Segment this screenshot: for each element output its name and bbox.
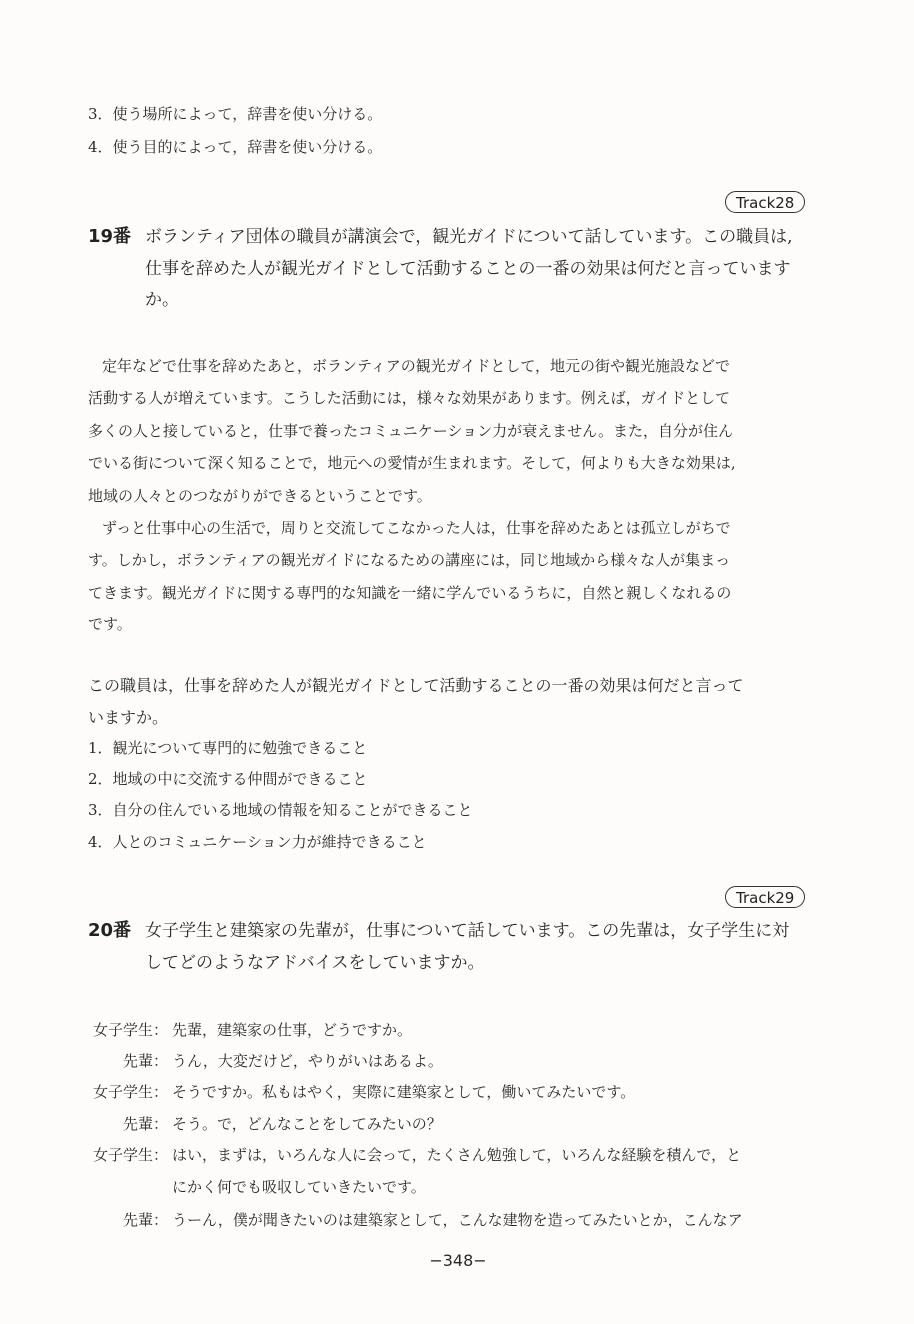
speaker-label: 女子学生： bbox=[92, 1146, 168, 1164]
track-badge-29: Track29 bbox=[725, 886, 805, 908]
speaker-label: 先輩： bbox=[122, 1115, 168, 1133]
dialogue-line: うん，大変だけど，やりがいはあるよ。 bbox=[172, 1052, 443, 1070]
dialogue-line: そう。で，どんなことをしてみたいの？ bbox=[172, 1115, 442, 1133]
question-20-line: 女子学生と建築家の先輩が，仕事について話しています。この先輩は，女子学生に対 bbox=[145, 921, 790, 941]
question-number-20: 20番 bbox=[88, 920, 132, 941]
dialogue-line: にかく何でも吸収していきたいです。 bbox=[172, 1178, 426, 1196]
answer-choice-3: 3．自分の住んでいる地域の情報を知ることができること bbox=[88, 801, 473, 819]
speaker-label: 先輩： bbox=[122, 1211, 168, 1229]
repeat-question-line: いますか。 bbox=[88, 708, 169, 727]
question-number-19: 19番 bbox=[88, 226, 132, 247]
speaker-label: 先輩： bbox=[122, 1052, 168, 1070]
passage-line: 地域の人々とのつながりができるということです。 bbox=[88, 487, 432, 505]
answer-choice-1: 1．観光について専門的に勉強できること bbox=[88, 739, 368, 757]
passage-line: ずっと仕事中心の生活で，周りと交流してこなかった人は，仕事を辞めたあとは孤立しがちで bbox=[102, 519, 731, 537]
dialogue-line: そうですか。私もはやく，実際に建築家として，働いてみたいです。 bbox=[172, 1083, 636, 1101]
answer-choice-2: 2．地域の中に交流する仲間ができること bbox=[88, 770, 368, 788]
question-19-line: か。 bbox=[145, 290, 179, 310]
passage-line: でいる街について深く知ることで，地元への愛情が生まれます。そして，何よりも大きな効果は, bbox=[88, 454, 736, 472]
speaker-label: 女子学生： bbox=[92, 1083, 168, 1101]
passage-line: 活動する人が増えています。こうした活動には，様々な効果があります。例えば，ガイドとして bbox=[88, 389, 731, 407]
track-badge-28: Track28 bbox=[725, 191, 805, 213]
dialogue-line: 先輩，建築家の仕事，どうですか。 bbox=[172, 1021, 413, 1039]
passage-line: 定年などで仕事を辞めたあと，ボランティアの観光ガイドとして，地元の街や観光施設などで bbox=[102, 357, 731, 375]
answer-choice-4: 4．人とのコミュニケーション力が維持できること bbox=[88, 833, 427, 851]
passage-line: 多くの人と接していると，仕事で養ったコミュニケーション力が衰えません。また，自分が住ん bbox=[88, 422, 734, 440]
passage-line: です。 bbox=[88, 615, 132, 633]
repeat-question-line: この職員は，仕事を辞めた人が観光ガイドとして活動することの一番の効果は何だと言って bbox=[88, 676, 744, 695]
question-19-line: ボランティア団体の職員が講演会で，観光ガイドについて話しています。この職員は, bbox=[145, 227, 793, 247]
question-19-line: 仕事を辞めた人が観光ガイドとして活動することの一番の効果は何だと言っています bbox=[145, 259, 791, 279]
dialogue-line: はい，まずは，いろんな人に会って，たくさん勉強して，いろんな経験を積んで，と bbox=[172, 1146, 742, 1164]
passage-line: てきます。観光ガイドに関する専門的な知識を一緒に学んでいるうちに，自然と親しくなれるの bbox=[88, 584, 732, 602]
speaker-label: 女子学生： bbox=[92, 1021, 168, 1039]
choice-4-prev: 4．使う目的によって，辞書を使い分ける。 bbox=[88, 138, 383, 156]
choice-3-prev: 3．使う場所によって，辞書を使い分ける。 bbox=[88, 105, 383, 123]
passage-line: す。しかし，ボランティアの観光ガイドになるための講座には，同じ地域から様々な人が集まっ bbox=[88, 551, 731, 569]
dialogue-line: うーん，僕が聞きたいのは建築家として，こんな建物を造ってみたいとか，こんなア bbox=[172, 1211, 743, 1229]
page-number: −348− bbox=[429, 1251, 487, 1270]
question-20-line: してどのようなアドバイスをしていますか。 bbox=[145, 953, 485, 973]
